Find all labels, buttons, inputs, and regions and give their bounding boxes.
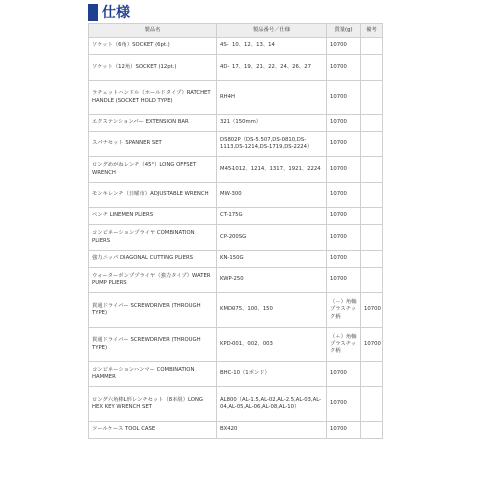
table-row <box>89 81 383 115</box>
table-row <box>89 55 383 81</box>
part-number-cell <box>217 387 327 422</box>
weight-cell: 10700 <box>327 115 361 132</box>
heading-marker-icon <box>88 4 98 21</box>
product-name-cell: コンビネーションプライヤ COMBINATION PLIERS <box>89 225 217 251</box>
product-name-cell: 強力ニッパ DIAGONAL CUTTING PLIERS <box>89 251 217 268</box>
note-cell <box>361 387 383 422</box>
part-spec: 10、12、13、14 <box>232 42 275 49</box>
product-name-cell: ロングめがねレンチ（45°）LONG OFFSET WRENCH <box>89 157 217 183</box>
table-header-row <box>89 24 383 38</box>
note-cell <box>361 38 383 55</box>
weight-cell: 10700 <box>327 183 361 208</box>
note-cell: 10700 <box>361 328 383 362</box>
part-number-cell <box>217 268 327 293</box>
note-cell <box>361 225 383 251</box>
note-cell <box>361 268 383 293</box>
part-number-cell <box>217 208 327 225</box>
table-row <box>89 132 383 157</box>
weight-cell: 10700 <box>327 251 361 268</box>
table-row <box>89 38 383 55</box>
part-spec: KN-150G <box>220 255 244 262</box>
part-spec: BHC-10（1ポンド） <box>220 370 270 377</box>
part-number-cell <box>217 183 327 208</box>
part-spec: BX420 <box>220 426 238 433</box>
part-spec: KWP-250 <box>220 276 244 283</box>
part-number-cell <box>217 225 327 251</box>
note-cell <box>361 157 383 183</box>
product-name-cell: エクステンションバー EXTENSION BAR <box>89 115 217 132</box>
product-name-cell: 貫通ドライバー SCREWDRIVER (THROUGH TYPE) <box>89 293 217 328</box>
part-spec: 17、19、21、22、24、26、27 <box>232 63 311 70</box>
table-body <box>89 38 383 439</box>
part-prefix: 4S- <box>220 42 229 49</box>
weight-cell: 10700 <box>327 422 361 439</box>
weight-cell: （－）角軸プラスチック柄 <box>327 293 361 328</box>
header-part: 製品番号／仕様 <box>217 24 327 38</box>
part-spec: MW-300 <box>220 191 242 198</box>
weight-cell: 10700 <box>327 362 361 387</box>
part-number-cell <box>217 328 327 362</box>
part-spec: AL800（AL-1.5,AL-02,AL-2.5,AL-03,AL-04,AL-05,AL-06,AL-08,AL-10） <box>220 396 322 410</box>
note-cell <box>361 251 383 268</box>
product-name-cell: ソケット（12角）SOCKET (12pt.) <box>89 55 217 81</box>
product-name-cell: 貫通ドライバー SCREWDRIVER (THROUGH TYPE) <box>89 328 217 362</box>
part-spec: 075、100、150 <box>232 306 273 313</box>
table-row <box>89 362 383 387</box>
product-name-cell: ラチェットハンドル（ホールドタイプ）RATCHET HANDLE (SOCKET HOLD TYPE) <box>89 81 217 115</box>
part-spec: DS802P（DS-5.507,DS-0810,DS-1113,DS-1214,DS-1719,DS-2224） <box>220 136 313 150</box>
weight-cell: 10700 <box>327 268 361 293</box>
product-name-cell: ペンチ LINEMEN PLIERS <box>89 208 217 225</box>
part-spec: RH4H <box>220 93 236 100</box>
part-prefix: KMD- <box>220 306 235 313</box>
part-number-cell <box>217 422 327 439</box>
note-cell <box>361 132 383 157</box>
part-spec: CT-175G <box>220 212 243 219</box>
product-name-cell: ツールケース TOOL CASE <box>89 422 217 439</box>
note-cell <box>361 55 383 81</box>
note-cell <box>361 362 383 387</box>
weight-cell: 10700 <box>327 208 361 225</box>
weight-cell: 10700 <box>327 81 361 115</box>
note-cell <box>361 115 383 132</box>
section-title: 仕様 <box>102 5 130 21</box>
weight-cell: （＋）角軸プラスチック柄 <box>327 328 361 362</box>
header-note: 備考 <box>361 24 383 38</box>
part-number-cell <box>217 55 327 81</box>
table-row <box>89 328 383 362</box>
part-number-cell <box>217 115 327 132</box>
product-name-cell: コンビネーションハンマー COMBINATION HAMMER <box>89 362 217 387</box>
part-number-cell <box>217 81 327 115</box>
part-number-cell <box>217 132 327 157</box>
table-row <box>89 422 383 439</box>
note-cell <box>361 183 383 208</box>
weight-cell: 10700 <box>327 38 361 55</box>
part-number-cell <box>217 293 327 328</box>
header-qty: 質量(g) <box>327 24 361 38</box>
part-prefix: M45- <box>220 165 234 172</box>
product-name-cell: ロング六角棒L形レンチセット（8本組）LONG HEX KEY WRENCH SET <box>89 387 217 422</box>
part-spec: 321（150mm） <box>220 119 262 126</box>
header-name: 製品名 <box>89 24 217 38</box>
part-number-cell <box>217 362 327 387</box>
table-row <box>89 115 383 132</box>
note-cell <box>361 81 383 115</box>
table-row <box>89 268 383 293</box>
table-row <box>89 225 383 251</box>
table-row <box>89 183 383 208</box>
weight-cell: 10700 <box>327 225 361 251</box>
note-cell <box>361 208 383 225</box>
part-prefix: KPD- <box>220 340 233 347</box>
spec-table <box>88 23 383 439</box>
product-name-cell: ウォーターポンププライヤ（強力タイプ）WATER PUMP PLIERS <box>89 268 217 293</box>
part-number-cell <box>217 157 327 183</box>
weight-cell: 10700 <box>327 132 361 157</box>
section-heading <box>88 2 130 22</box>
table-row <box>89 251 383 268</box>
part-prefix: 4D- <box>220 63 230 70</box>
note-cell: 10700 <box>361 293 383 328</box>
part-spec: 001、002、003 <box>232 340 273 347</box>
table-row <box>89 208 383 225</box>
weight-cell: 10700 <box>327 157 361 183</box>
note-cell <box>361 422 383 439</box>
part-spec: CP-200SG <box>220 233 247 240</box>
product-name-cell: モンキレンチ（日曜市）ADJUSTABLE WRENCH <box>89 183 217 208</box>
part-number-cell <box>217 251 327 268</box>
product-name-cell: ソケット（6角）SOCKET (6pt.) <box>89 38 217 55</box>
part-number-cell <box>217 38 327 55</box>
product-name-cell: スパナセット SPANNER SET <box>89 132 217 157</box>
weight-cell: 10700 <box>327 387 361 422</box>
table-row <box>89 157 383 183</box>
table-row <box>89 293 383 328</box>
weight-cell: 10700 <box>327 55 361 81</box>
part-spec: 1012、1214、1317、1921、2224 <box>232 165 321 172</box>
table-row <box>89 387 383 422</box>
